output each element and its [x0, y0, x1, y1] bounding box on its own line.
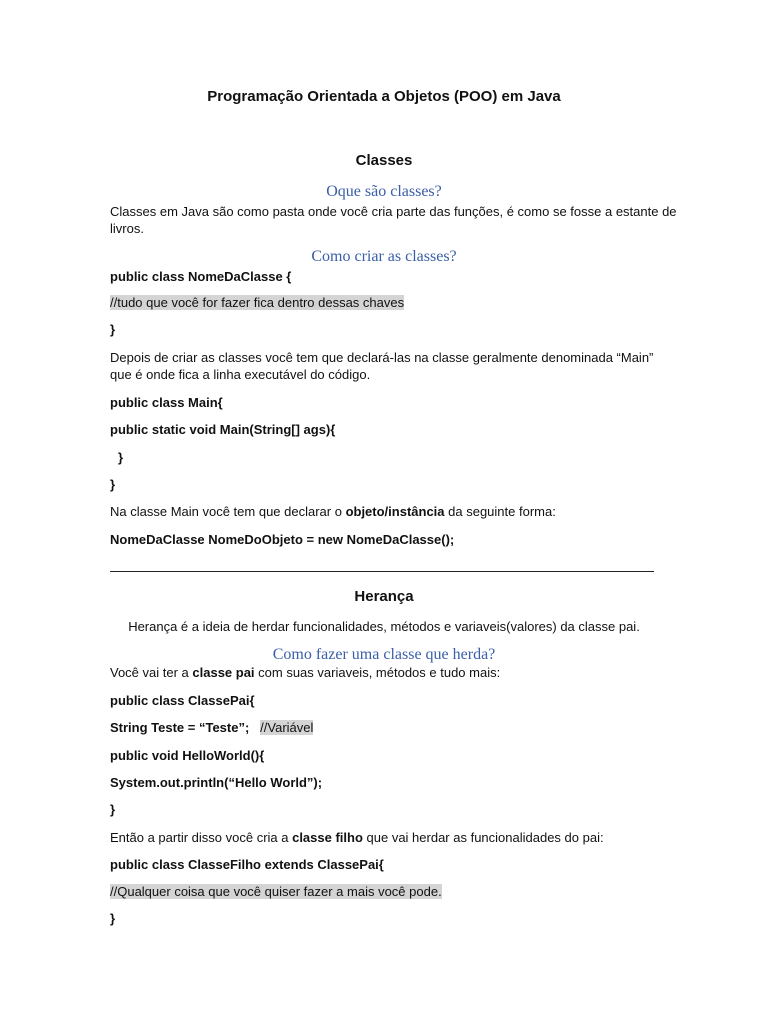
highlighted-comment: //Qualquer coisa que você quiser fazer a mais você pode. — [110, 884, 442, 899]
section-heading-heranca: Herança — [354, 588, 414, 605]
text-run: Você vai ter a — [110, 665, 193, 680]
text-run: que vai herdar as funcionalidades do pai: — [362, 830, 604, 845]
paragraph-classes-line2: livros. — [110, 221, 144, 236]
paragraph-declare-line1: Depois de criar as classes você tem que declará-las na classe geralmente denominada “Main” — [110, 350, 654, 365]
code-line-variable — [110, 719, 313, 736]
code-statement: String Teste = “Teste”; — [110, 720, 250, 735]
code-line: System.out.println(“Hello World”); — [110, 775, 323, 790]
subheading-how-to-inherit: Como fazer uma classe que herda? — [272, 646, 496, 663]
paragraph-parent-class — [110, 664, 500, 681]
subheading-how-to-create-classes: Como criar as classes? — [311, 248, 457, 265]
paragraph-heranca-intro: Herança é a ideia de herdar funcionalidades, métodos e variaveis(valores) da classe pai. — [128, 619, 640, 634]
bold-term: classe filho — [292, 830, 363, 845]
text-run: Na classe Main você tem que declarar o — [110, 504, 346, 519]
code-line: public class Main{ — [110, 395, 223, 410]
code-line: public class ClasseFilho extends ClassePai{ — [110, 857, 384, 872]
paragraph-declare-line2: que é onde fica a linha executável do código. — [110, 367, 371, 382]
paragraph-object-declaration — [110, 503, 556, 520]
paragraph-child-class — [110, 829, 604, 846]
code-line: } — [110, 911, 116, 926]
bold-term: classe pai — [192, 665, 255, 680]
document-title: Programação Orientada a Objetos (POO) em Java — [207, 88, 561, 105]
text-run: com suas variaveis, métodos e tudo mais: — [254, 665, 501, 680]
code-comment — [110, 883, 442, 900]
highlighted-comment: //tudo que você for fazer fica dentro dessas chaves — [110, 295, 405, 310]
code-line: } — [110, 322, 116, 337]
code-line: public class ClassePai{ — [110, 693, 255, 708]
code-line: public class NomeDaClasse { — [110, 269, 292, 284]
horizontal-divider — [110, 571, 654, 572]
subheading-what-are-classes: Oque são classes? — [326, 183, 442, 200]
code-line: public static void Main(String[] ags){ — [110, 422, 336, 437]
text-run: da seguinte forma: — [444, 504, 556, 519]
code-line: public void HelloWorld(){ — [110, 748, 265, 763]
section-heading-classes: Classes — [355, 152, 413, 169]
code-line: } — [110, 802, 116, 817]
paragraph-classes-line1: Classes em Java são como pasta onde você cria parte das funções, é como se fosse a estante de — [110, 204, 677, 219]
code-line: } — [118, 450, 124, 465]
code-comment — [110, 294, 404, 311]
code-line: NomeDaClasse NomeDoObjeto = new NomeDaClasse(); — [110, 532, 455, 547]
bold-term: objeto/instância — [345, 504, 445, 519]
text-run: Então a partir disso você cria a — [110, 830, 293, 845]
highlighted-comment: //Variável — [260, 720, 314, 735]
code-line: } — [110, 477, 116, 492]
